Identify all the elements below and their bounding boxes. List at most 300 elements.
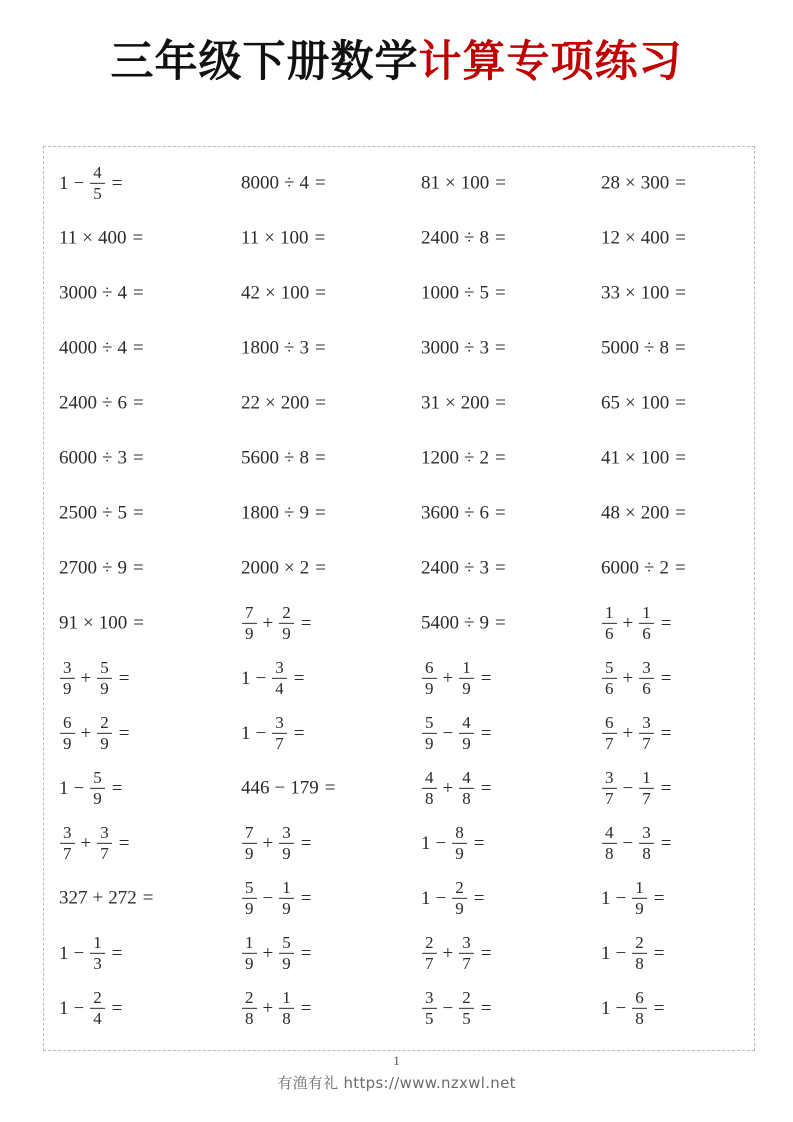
equals-sign: = [300, 612, 312, 634]
fraction [632, 934, 647, 972]
math-number: 91 [59, 612, 78, 634]
math-number: 1 [59, 997, 69, 1019]
math-number: 2400 [421, 227, 459, 249]
fraction-numerator: 2 [100, 712, 109, 732]
math-expression [241, 339, 326, 358]
math-number: 3 [117, 447, 127, 469]
fraction [279, 879, 294, 917]
fraction-numerator: 2 [282, 602, 291, 622]
math-number: 6000 [601, 557, 639, 579]
math-expression [241, 989, 311, 1027]
fraction-numerator: 1 [642, 767, 651, 787]
equals-sign: = [314, 227, 326, 249]
math-number: 2700 [59, 557, 97, 579]
fraction [602, 604, 617, 642]
math-operator: × [625, 282, 636, 304]
fraction-numerator: 5 [100, 657, 109, 677]
math-number: 100 [98, 612, 128, 634]
math-number: 400 [98, 227, 127, 249]
math-number: 22 [241, 392, 260, 414]
fraction-denominator: 7 [605, 733, 614, 753]
equals-sign: = [300, 997, 312, 1019]
math-operator: × [625, 172, 636, 194]
math-operator: ÷ [464, 282, 475, 304]
fraction-numerator: 2 [93, 987, 102, 1007]
equals-sign: = [300, 942, 312, 964]
fraction [242, 824, 257, 862]
fraction-denominator: 9 [63, 733, 72, 753]
math-number: 1 [601, 997, 611, 1019]
math-number: 5600 [241, 447, 279, 469]
equals-sign: = [674, 337, 686, 359]
fraction-denominator: 9 [282, 843, 291, 863]
page-title-black-part: 三年级下册数学 [110, 37, 419, 87]
math-operator: ÷ [284, 337, 295, 359]
math-expression [601, 449, 686, 468]
equals-sign: = [315, 557, 326, 579]
math-number: 6 [479, 502, 489, 524]
math-operator: × [625, 227, 636, 249]
fraction [459, 989, 474, 1027]
math-operator: ÷ [644, 557, 655, 579]
equals-sign: = [495, 172, 506, 194]
equals-sign: = [111, 172, 123, 194]
math-operator: + [442, 942, 454, 964]
equals-sign: = [142, 887, 154, 909]
equals-sign: = [660, 722, 672, 744]
fraction-denominator: 9 [100, 678, 109, 698]
math-number: 1 [601, 942, 611, 964]
fraction-numerator: 3 [100, 822, 109, 842]
math-expression [601, 339, 686, 358]
fraction-numerator: 2 [462, 987, 471, 1007]
math-expression [59, 284, 144, 303]
fraction [242, 989, 257, 1027]
math-expression [59, 989, 122, 1027]
fraction-numerator: 6 [635, 987, 644, 1007]
fraction [60, 824, 75, 862]
equals-sign: = [675, 447, 686, 469]
fraction-numerator: 6 [425, 657, 434, 677]
math-operator: × [625, 447, 636, 469]
fraction [639, 714, 654, 752]
math-operator: ÷ [464, 337, 475, 359]
math-number: 6000 [59, 447, 97, 469]
fraction-numerator: 1 [462, 657, 471, 677]
fraction-denominator: 9 [455, 843, 464, 863]
math-operator: − [435, 832, 447, 854]
equals-sign: = [480, 942, 492, 964]
fraction [422, 934, 437, 972]
fraction [97, 824, 112, 862]
math-number: 3 [299, 337, 309, 359]
fraction-numerator: 1 [282, 987, 291, 1007]
equals-sign: = [315, 282, 326, 304]
fraction-denominator: 6 [642, 678, 651, 698]
math-expression [601, 769, 671, 807]
equals-sign: = [653, 942, 665, 964]
equals-sign: = [675, 172, 686, 194]
math-number: 1000 [421, 282, 459, 304]
math-number: 5 [117, 502, 127, 524]
math-number: 11 [59, 227, 78, 249]
math-expression [601, 989, 664, 1027]
math-operator: + [622, 667, 634, 689]
math-number: 4 [117, 282, 127, 304]
fraction [459, 769, 474, 807]
math-expression [59, 889, 153, 908]
fraction-denominator: 8 [462, 788, 471, 808]
math-expression [59, 339, 144, 358]
fraction [632, 879, 647, 917]
math-operator: − [255, 667, 267, 689]
fraction [639, 604, 654, 642]
math-number: 1 [59, 172, 69, 194]
math-number: 33 [601, 282, 620, 304]
fraction [242, 934, 257, 972]
fraction-numerator: 3 [462, 932, 471, 952]
fraction [90, 989, 105, 1027]
fraction [97, 714, 112, 752]
math-number: 28 [601, 172, 620, 194]
fraction [459, 659, 474, 697]
fraction-denominator: 9 [462, 733, 471, 753]
fraction-numerator: 5 [245, 877, 254, 897]
math-operator: + [622, 612, 634, 634]
equals-sign: = [675, 502, 686, 524]
math-number: 200 [280, 392, 310, 414]
math-number: 272 [108, 887, 137, 909]
math-expression [59, 614, 144, 633]
math-number: 8000 [241, 172, 279, 194]
fraction [602, 659, 617, 697]
fraction [279, 989, 294, 1027]
math-operator: − [262, 887, 274, 909]
equals-sign: = [132, 502, 144, 524]
math-number: 9 [479, 612, 489, 634]
math-operator: − [622, 777, 634, 799]
equals-sign: = [675, 392, 686, 414]
math-expression [421, 714, 491, 752]
math-number: 2 [479, 447, 489, 469]
math-expression [59, 934, 122, 972]
equals-sign: = [660, 777, 672, 799]
page-number: 1 [393, 1053, 400, 1068]
math-number: 9 [117, 557, 127, 579]
math-operator: − [255, 722, 267, 744]
fraction-numerator: 3 [275, 712, 284, 732]
equals-sign: = [118, 722, 130, 744]
math-number: 100 [460, 172, 490, 194]
math-operator: + [442, 667, 454, 689]
equals-sign: = [293, 667, 305, 689]
math-number: 4 [117, 337, 127, 359]
math-expression [601, 284, 686, 303]
math-expression [601, 714, 671, 752]
fraction-numerator: 3 [63, 822, 72, 842]
fraction-denominator: 9 [245, 953, 254, 973]
math-number: 2 [659, 557, 669, 579]
math-expression [601, 604, 671, 642]
math-expression [59, 229, 143, 248]
math-expression [601, 879, 664, 917]
math-expression [241, 449, 326, 468]
math-expression [59, 769, 122, 807]
fraction [639, 824, 654, 862]
equals-sign: = [675, 227, 686, 249]
math-expression [241, 504, 326, 523]
fraction-numerator: 2 [635, 932, 644, 952]
fraction-numerator: 7 [245, 822, 254, 842]
fraction-denominator: 8 [635, 1008, 644, 1028]
math-expression [421, 229, 506, 248]
fraction-denominator: 8 [245, 1008, 254, 1028]
fraction-denominator: 7 [100, 843, 109, 863]
math-number: 1 [241, 722, 251, 744]
equals-sign: = [111, 777, 123, 799]
math-operator: ÷ [464, 557, 475, 579]
fraction-denominator: 9 [282, 953, 291, 973]
math-expression [59, 659, 129, 697]
math-operator: ÷ [464, 447, 475, 469]
math-operator: − [442, 722, 454, 744]
fraction-denominator: 9 [282, 623, 291, 643]
equals-sign: = [674, 557, 686, 579]
problem-grid [44, 147, 754, 1050]
math-operator: × [82, 227, 94, 249]
fraction [422, 714, 437, 752]
fraction-numerator: 1 [635, 877, 644, 897]
equals-sign: = [480, 667, 492, 689]
fraction-denominator: 7 [425, 953, 434, 973]
math-number: 300 [640, 172, 670, 194]
math-expression [241, 879, 311, 917]
equals-sign: = [132, 392, 144, 414]
fraction-denominator: 9 [245, 623, 254, 643]
math-operator: ÷ [284, 172, 295, 194]
math-operator: − [73, 172, 85, 194]
fraction-numerator: 3 [425, 987, 434, 1007]
math-operator: + [262, 612, 274, 634]
fraction [60, 659, 75, 697]
fraction [602, 824, 617, 862]
math-number: 100 [280, 227, 309, 249]
fraction [602, 769, 617, 807]
fraction-numerator: 5 [93, 767, 102, 787]
fraction-numerator: 6 [63, 712, 72, 732]
fraction [452, 879, 467, 917]
fraction-numerator: 3 [63, 657, 72, 677]
math-expression [59, 559, 144, 578]
math-number: 12 [601, 227, 620, 249]
equals-sign: = [653, 997, 665, 1019]
equals-sign: = [133, 612, 144, 634]
fraction-denominator: 7 [605, 788, 614, 808]
fraction-denominator: 6 [642, 623, 651, 643]
math-number: 5 [479, 282, 489, 304]
math-number: 41 [601, 447, 620, 469]
fraction [60, 714, 75, 752]
fraction-denominator: 5 [93, 183, 102, 203]
math-expression [241, 229, 325, 248]
math-expression [241, 714, 304, 752]
equals-sign: = [480, 997, 492, 1019]
math-number: 1800 [241, 337, 279, 359]
math-number: 179 [290, 777, 319, 799]
problem-grid-container [43, 146, 755, 1051]
fraction [90, 934, 105, 972]
footer-credit: 有渔有礼 https://www.nzxwl.net [277, 1074, 516, 1092]
fraction-numerator: 3 [282, 822, 291, 842]
math-expression [601, 229, 686, 248]
fraction-denominator: 8 [605, 843, 614, 863]
math-expression [59, 394, 144, 413]
equals-sign: = [300, 832, 312, 854]
math-number: 4 [299, 172, 309, 194]
math-number: 2000 [241, 557, 279, 579]
math-number: 327 [59, 887, 88, 909]
math-operator: + [80, 667, 92, 689]
fraction [90, 769, 105, 807]
math-operator: × [625, 502, 636, 524]
fraction-denominator: 8 [635, 953, 644, 973]
fraction [272, 714, 287, 752]
math-operator: − [435, 887, 447, 909]
math-operator: ÷ [102, 447, 113, 469]
math-operator: ÷ [102, 282, 113, 304]
math-expression [421, 284, 506, 303]
math-expression [421, 659, 491, 697]
equals-sign: = [494, 227, 506, 249]
equals-sign: = [111, 942, 123, 964]
equals-sign: = [494, 337, 506, 359]
fraction [639, 769, 654, 807]
math-operator: − [73, 997, 85, 1019]
math-number: 1 [601, 887, 611, 909]
equals-sign: = [314, 172, 326, 194]
math-expression [241, 824, 311, 862]
math-number: 3 [479, 337, 489, 359]
math-expression [241, 659, 304, 697]
math-number: 1 [59, 777, 69, 799]
equals-sign: = [660, 832, 672, 854]
math-operator: + [80, 722, 92, 744]
fraction-denominator: 5 [462, 1008, 471, 1028]
fraction-denominator: 9 [282, 898, 291, 918]
math-number: 1 [59, 942, 69, 964]
math-operator: − [442, 997, 454, 1019]
fraction-denominator: 9 [462, 678, 471, 698]
math-expression [241, 284, 326, 303]
fraction-denominator: 9 [245, 898, 254, 918]
math-expression [241, 779, 335, 798]
math-number: 1 [421, 832, 431, 854]
fraction-denominator: 7 [642, 788, 651, 808]
math-number: 3 [479, 557, 489, 579]
fraction [459, 714, 474, 752]
math-operator: + [262, 942, 274, 964]
fraction [639, 659, 654, 697]
math-operator: × [625, 392, 636, 414]
math-operator: ÷ [102, 502, 113, 524]
math-operator: − [73, 777, 85, 799]
math-operator: + [92, 887, 104, 909]
math-number: 1 [421, 887, 431, 909]
math-number: 65 [601, 392, 620, 414]
math-number: 100 [280, 282, 310, 304]
fraction-numerator: 1 [642, 602, 651, 622]
fraction [272, 659, 287, 697]
fraction [422, 989, 437, 1027]
equals-sign: = [494, 447, 506, 469]
fraction [602, 714, 617, 752]
equals-sign: = [300, 887, 312, 909]
math-operator: − [615, 942, 627, 964]
fraction-denominator: 3 [93, 953, 102, 973]
math-operator: + [262, 832, 274, 854]
fraction-denominator: 9 [245, 843, 254, 863]
math-operator: ÷ [102, 392, 113, 414]
math-operator: − [615, 997, 627, 1019]
math-expression [421, 504, 506, 523]
fraction-numerator: 1 [245, 932, 254, 952]
math-number: 8 [659, 337, 669, 359]
equals-sign: = [314, 447, 326, 469]
fraction-denominator: 4 [93, 1008, 102, 1028]
math-operator: − [274, 777, 286, 799]
math-number: 1800 [241, 502, 279, 524]
math-operator: × [265, 392, 276, 414]
fraction-numerator: 2 [425, 932, 434, 952]
equals-sign: = [314, 337, 326, 359]
fraction [242, 879, 257, 917]
equals-sign: = [132, 337, 144, 359]
math-operator: + [80, 832, 92, 854]
fraction [279, 934, 294, 972]
equals-sign: = [324, 777, 336, 799]
fraction-denominator: 8 [282, 1008, 291, 1028]
equals-sign: = [660, 612, 672, 634]
page-title [0, 34, 793, 90]
math-number: 100 [640, 447, 670, 469]
math-number: 1200 [421, 447, 459, 469]
fraction-denominator: 7 [462, 953, 471, 973]
fraction-numerator: 1 [605, 602, 614, 622]
math-number: 5000 [601, 337, 639, 359]
math-operator: + [262, 997, 274, 1019]
equals-sign: = [473, 887, 485, 909]
fraction [90, 164, 105, 202]
math-number: 3600 [421, 502, 459, 524]
math-expression [421, 614, 506, 633]
fraction-denominator: 6 [605, 623, 614, 643]
math-expression [241, 559, 326, 578]
equals-sign: = [494, 282, 506, 304]
math-number: 11 [241, 227, 260, 249]
math-expression [241, 174, 326, 193]
fraction-numerator: 2 [455, 877, 464, 897]
equals-sign: = [314, 502, 326, 524]
math-operator: − [622, 832, 634, 854]
fraction-numerator: 4 [462, 712, 471, 732]
page-title-red-part: 计算专项练习 [418, 37, 683, 87]
fraction [97, 659, 112, 697]
fraction-denominator: 9 [455, 898, 464, 918]
math-number: 9 [299, 502, 309, 524]
fraction [242, 604, 257, 642]
math-number: 2400 [59, 392, 97, 414]
math-expression [601, 824, 671, 862]
